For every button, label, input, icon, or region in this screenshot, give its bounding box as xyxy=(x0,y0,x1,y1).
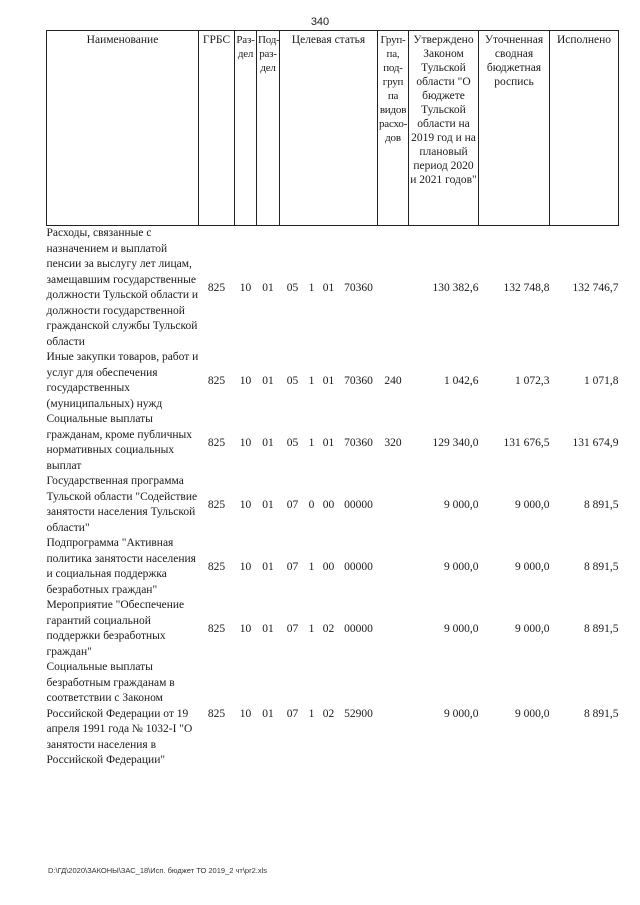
budget-table xyxy=(46,30,619,769)
row-approved: 9 000,0 xyxy=(444,561,479,573)
row-executed: 1 071,8 xyxy=(584,375,619,387)
header-executed: Исполнено xyxy=(550,31,619,226)
row-target-program: 07 xyxy=(286,561,299,573)
table-header xyxy=(47,31,619,226)
row-executed: 131 674,9 xyxy=(572,437,619,449)
row-grbs: 825 xyxy=(207,437,226,449)
row-name: Социальные выплаты гражданам, кроме публичных нормативных социальных выплат xyxy=(46,413,193,472)
row-target-subprogram: 1 xyxy=(308,282,315,294)
table-row xyxy=(47,412,619,474)
header-approved: Утверждено Законом Тульской области "О бюджете Тульской области на 2019 год и на плановый период 2020 и 2021 годов" xyxy=(409,31,479,226)
table-row xyxy=(47,474,619,536)
row-target-subprogram: 1 xyxy=(308,375,315,387)
row-target-subprogram: 1 xyxy=(308,561,315,573)
row-expense-group xyxy=(378,660,409,769)
row-razdel: 10 xyxy=(239,708,252,721)
header-name: Наименование xyxy=(47,31,199,226)
row-refined: 9 000,0 xyxy=(515,708,550,721)
row-target-program: 07 xyxy=(286,499,299,511)
row-name: Социальные выплаты безработным гражданам в соответствии с Законом Российской Федерации от 19 апреля 1991 года № 1032-I "О занятости населения в Российской Федерации" xyxy=(46,661,193,766)
row-podrazdel: 01 xyxy=(262,623,274,635)
row-target-direction: 00000 xyxy=(344,561,373,573)
row-approved: 9 000,0 xyxy=(444,708,479,721)
page-number: 340 xyxy=(310,16,330,28)
table-row xyxy=(47,660,619,769)
row-target-event: 01 xyxy=(322,282,335,294)
row-target-event: 00 xyxy=(322,561,335,573)
row-target-program: 05 xyxy=(286,375,299,387)
table-row xyxy=(47,350,619,412)
row-approved: 9 000,0 xyxy=(444,499,479,511)
row-razdel: 10 xyxy=(239,623,252,635)
row-razdel: 10 xyxy=(239,375,252,387)
row-razdel: 10 xyxy=(239,282,252,294)
row-refined: 1 072,3 xyxy=(515,375,550,387)
row-target-direction: 70360 xyxy=(344,375,373,387)
row-target-subprogram: 1 xyxy=(308,437,315,449)
row-expense-group: 240 xyxy=(384,375,402,387)
row-approved: 130 382,6 xyxy=(432,282,479,294)
row-target-direction: 00000 xyxy=(344,499,373,511)
row-target-event: 02 xyxy=(322,708,335,721)
row-refined: 9 000,0 xyxy=(515,561,550,573)
table-row xyxy=(47,598,619,660)
row-grbs: 825 xyxy=(207,623,226,635)
row-target-event: 02 xyxy=(322,623,335,635)
row-podrazdel: 01 xyxy=(262,282,274,294)
header-razdel: Раз-дел xyxy=(235,31,257,226)
row-target-program: 05 xyxy=(286,282,299,294)
row-podrazdel: 01 xyxy=(262,708,274,721)
row-name: Мероприятие "Обеспечение гарантий социальной поддержки безработных граждан" xyxy=(46,599,185,658)
row-target-subprogram: 1 xyxy=(308,708,315,721)
row-expense-group xyxy=(378,598,409,660)
row-target-subprogram: 1 xyxy=(308,623,315,635)
row-name: Иные закупки товаров, работ и услуг для обеспечения государственных (муниципальных) нужд xyxy=(46,351,199,410)
header-refined: Уточненная сводная бюджетная роспись xyxy=(479,31,550,226)
row-expense-group xyxy=(378,226,409,351)
row-approved: 9 000,0 xyxy=(444,623,479,635)
row-target-event: 00 xyxy=(322,499,335,511)
row-target-direction: 70360 xyxy=(344,437,373,449)
row-podrazdel: 01 xyxy=(262,375,274,387)
table-row xyxy=(47,536,619,598)
row-grbs: 825 xyxy=(207,282,226,294)
row-razdel: 10 xyxy=(239,499,252,511)
row-podrazdel: 01 xyxy=(262,499,274,511)
row-grbs: 825 xyxy=(207,561,226,573)
row-name: Подпрограмма "Активная политика занятости населения и социальная поддержка безработных граждан" xyxy=(46,537,196,596)
table-row xyxy=(47,226,619,351)
header-expense-group: Груп-па, под-груп па видов расхо-дов xyxy=(378,31,409,226)
row-target-subprogram: 0 xyxy=(308,499,315,511)
row-expense-group xyxy=(378,536,409,598)
row-target-direction: 70360 xyxy=(344,282,373,294)
row-grbs: 825 xyxy=(207,499,226,511)
row-executed: 8 891,5 xyxy=(584,499,619,511)
row-podrazdel: 01 xyxy=(262,561,274,573)
row-executed: 132 746,7 xyxy=(572,282,619,294)
row-target-direction: 00000 xyxy=(344,623,373,635)
row-name: Государственная программа Тульской области "Содействие занятости населения Тульской области" xyxy=(46,475,198,534)
row-target-program: 07 xyxy=(286,623,299,635)
row-approved: 129 340,0 xyxy=(432,437,479,449)
row-podrazdel: 01 xyxy=(262,437,274,449)
header-target-article: Целевая статья xyxy=(280,31,378,226)
row-target-program: 07 xyxy=(286,708,299,721)
header-podrazdel: Под-раз-дел xyxy=(257,31,280,226)
row-expense-group: 320 xyxy=(384,437,402,449)
row-refined: 9 000,0 xyxy=(515,623,550,635)
row-razdel: 10 xyxy=(239,561,252,573)
row-target-event: 01 xyxy=(322,375,335,387)
header-grbs: ГРБС xyxy=(199,31,235,226)
row-target-direction: 52900 xyxy=(344,708,373,721)
row-executed: 8 891,5 xyxy=(584,561,619,573)
row-grbs: 825 xyxy=(207,708,226,721)
row-refined: 132 748,8 xyxy=(503,282,550,294)
file-path-footer: D:\ГД\2020\ЗАКОНЫ\ЗАС_18\Исп. бюджет ТО 2019_2 чт\pr2.xls xyxy=(48,866,267,875)
row-expense-group xyxy=(378,474,409,536)
row-target-program: 05 xyxy=(286,437,299,449)
row-name: Расходы, связанные с назначением и выплатой пенсии за выслугу лет лицам, замещавшим государственные должности Тульской области и должности государственной гражданской службы Тульской области xyxy=(46,227,199,348)
row-approved: 1 042,6 xyxy=(444,375,479,387)
row-executed: 8 891,5 xyxy=(584,708,619,721)
row-target-event: 01 xyxy=(322,437,335,449)
row-grbs: 825 xyxy=(207,375,226,387)
row-executed: 8 891,5 xyxy=(584,623,619,635)
row-refined: 131 676,5 xyxy=(503,437,550,449)
row-razdel: 10 xyxy=(239,437,252,449)
row-refined: 9 000,0 xyxy=(515,499,550,511)
